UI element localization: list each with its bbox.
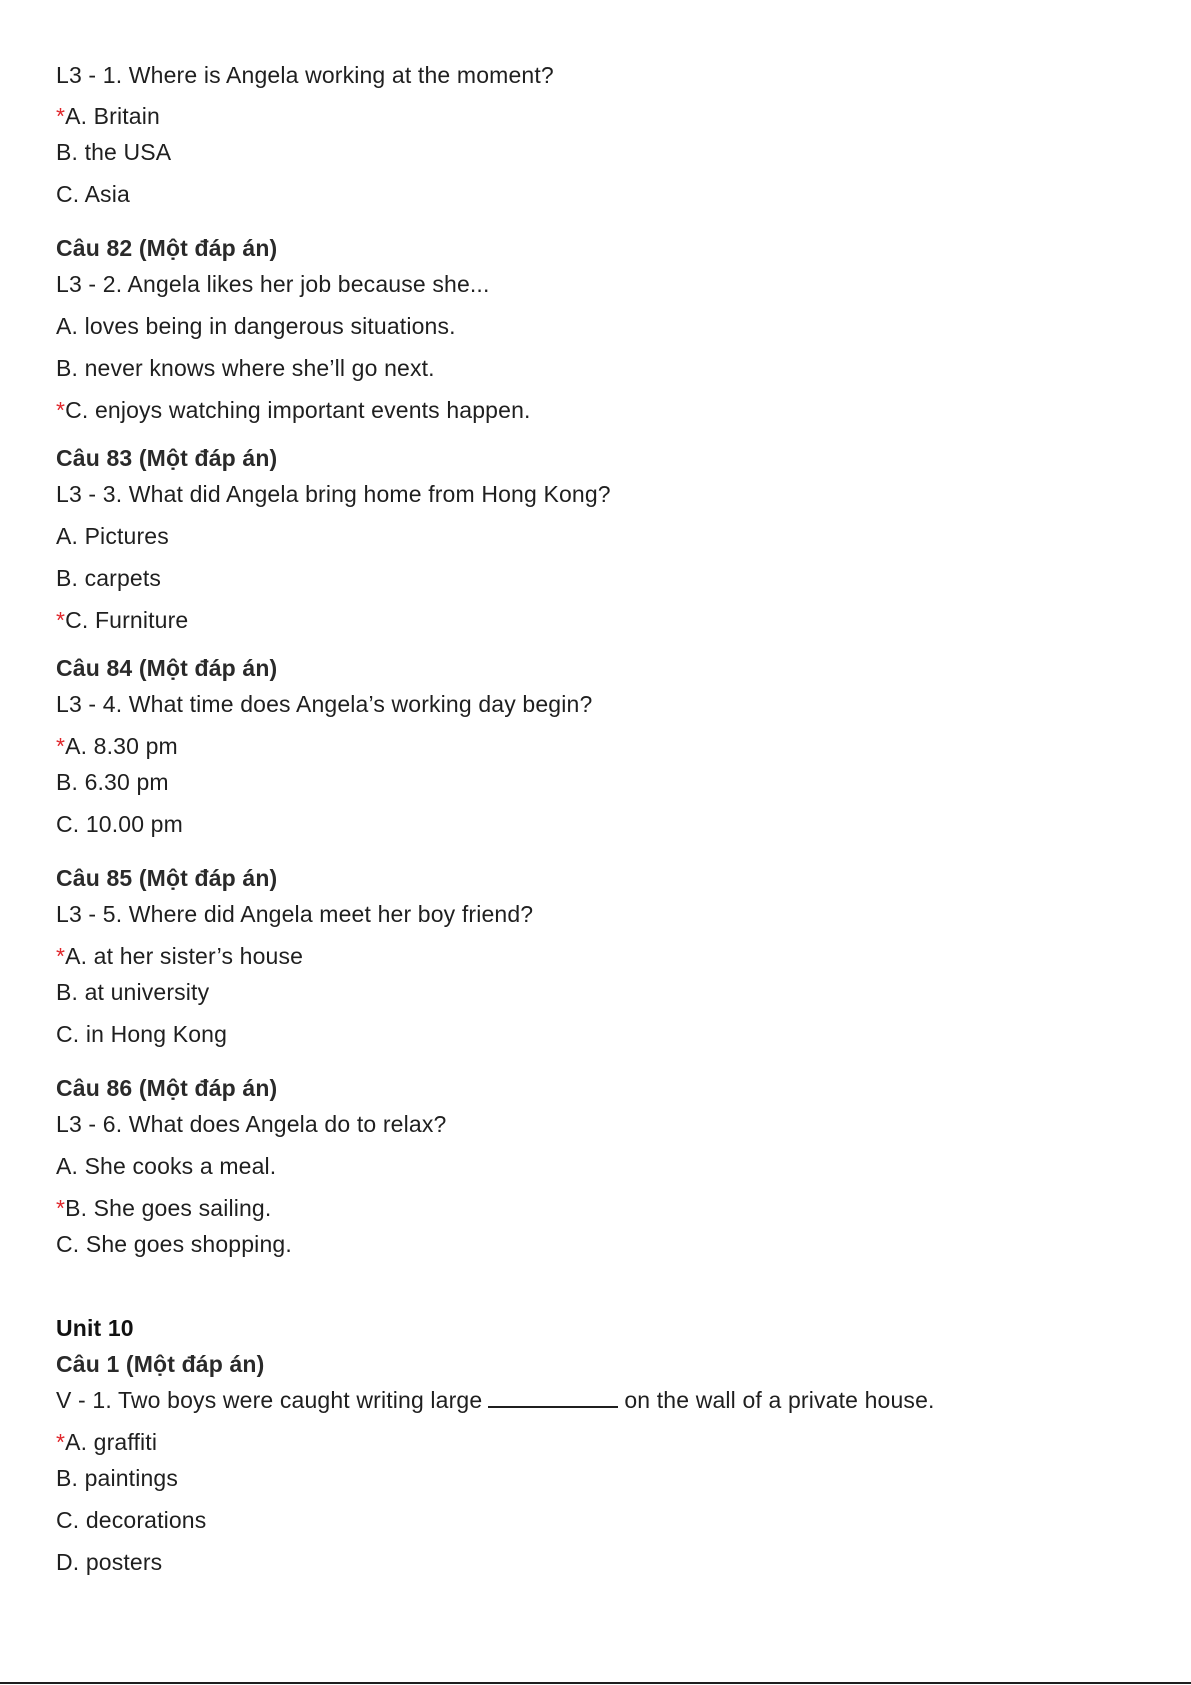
answer-option: B. at university	[56, 979, 210, 1005]
prompt-text-after: on the wall of a private house.	[624, 1387, 935, 1413]
correct-answer-marker: *	[56, 103, 66, 129]
correct-answer-marker: *	[56, 1429, 66, 1455]
answer-option: B. the USA	[56, 139, 172, 165]
correct-answer-marker: *	[56, 943, 66, 969]
answer-option: D. posters	[56, 1549, 163, 1575]
question-header: Câu 85 (Một đáp án)	[56, 865, 278, 891]
question-header: Câu 84 (Một đáp án)	[56, 655, 278, 681]
answer-option-correct	[56, 942, 303, 970]
question-prompt: L3 - 2. Angela likes her job because she...	[56, 271, 490, 297]
question-prompt: L3 - 5. Where did Angela meet her boy friend?	[56, 901, 534, 927]
answer-option-correct	[56, 1428, 157, 1456]
answer-option-correct	[56, 396, 531, 424]
answer-option-correct	[56, 1194, 271, 1222]
correct-answer-marker: *	[56, 607, 66, 633]
question-header: Câu 82 (Một đáp án)	[56, 235, 278, 261]
answer-option: A. Pictures	[56, 523, 169, 549]
question-prompt: L3 - 6. What does Angela do to relax?	[56, 1111, 447, 1137]
page-bottom-rule	[0, 1682, 1191, 1684]
correct-answer-marker: *	[56, 397, 66, 423]
fill-in-blank	[488, 1386, 618, 1408]
answer-option: C. She goes shopping.	[56, 1231, 292, 1257]
question-header: Câu 83 (Một đáp án)	[56, 445, 278, 471]
question-prompt	[56, 1386, 935, 1414]
answer-option: C. 10.00 pm	[56, 811, 183, 837]
answer-option: A. loves being in dangerous situations.	[56, 313, 456, 339]
answer-option: C. in Hong Kong	[56, 1021, 228, 1047]
answer-option: B. 6.30 pm	[56, 769, 169, 795]
answer-option-correct	[56, 732, 178, 760]
option-label: C. enjoys watching important events happen.	[65, 397, 531, 423]
answer-option: B. carpets	[56, 565, 162, 591]
question-header: Câu 86 (Một đáp án)	[56, 1075, 278, 1101]
correct-answer-marker: *	[56, 733, 66, 759]
answer-option: A. She cooks a meal.	[56, 1153, 277, 1179]
answer-option: B. paintings	[56, 1465, 178, 1491]
question-prompt: L3 - 1. Where is Angela working at the moment?	[56, 62, 554, 88]
answer-option: C. decorations	[56, 1507, 207, 1533]
option-label: A. Britain	[65, 103, 160, 129]
correct-answer-marker: *	[56, 1195, 66, 1221]
option-label: A. 8.30 pm	[65, 733, 178, 759]
answer-option: C. Asia	[56, 181, 130, 207]
option-label: A. graffiti	[65, 1429, 158, 1455]
answer-option-correct	[56, 102, 160, 130]
answer-option: B. never knows where she’ll go next.	[56, 355, 435, 381]
answer-option-correct	[56, 606, 188, 634]
question-prompt: L3 - 4. What time does Angela’s working day begin?	[56, 691, 593, 717]
option-label: C. Furniture	[65, 607, 189, 633]
prompt-text-before: V - 1. Two boys were caught writing large	[56, 1387, 483, 1413]
option-label: A. at her sister’s house	[65, 943, 304, 969]
option-label: B. She goes sailing.	[65, 1195, 272, 1221]
question-prompt: L3 - 3. What did Angela bring home from Hong Kong?	[56, 481, 611, 507]
question-header: Câu 1 (Một đáp án)	[56, 1351, 265, 1377]
unit-title: Unit 10	[56, 1315, 134, 1341]
